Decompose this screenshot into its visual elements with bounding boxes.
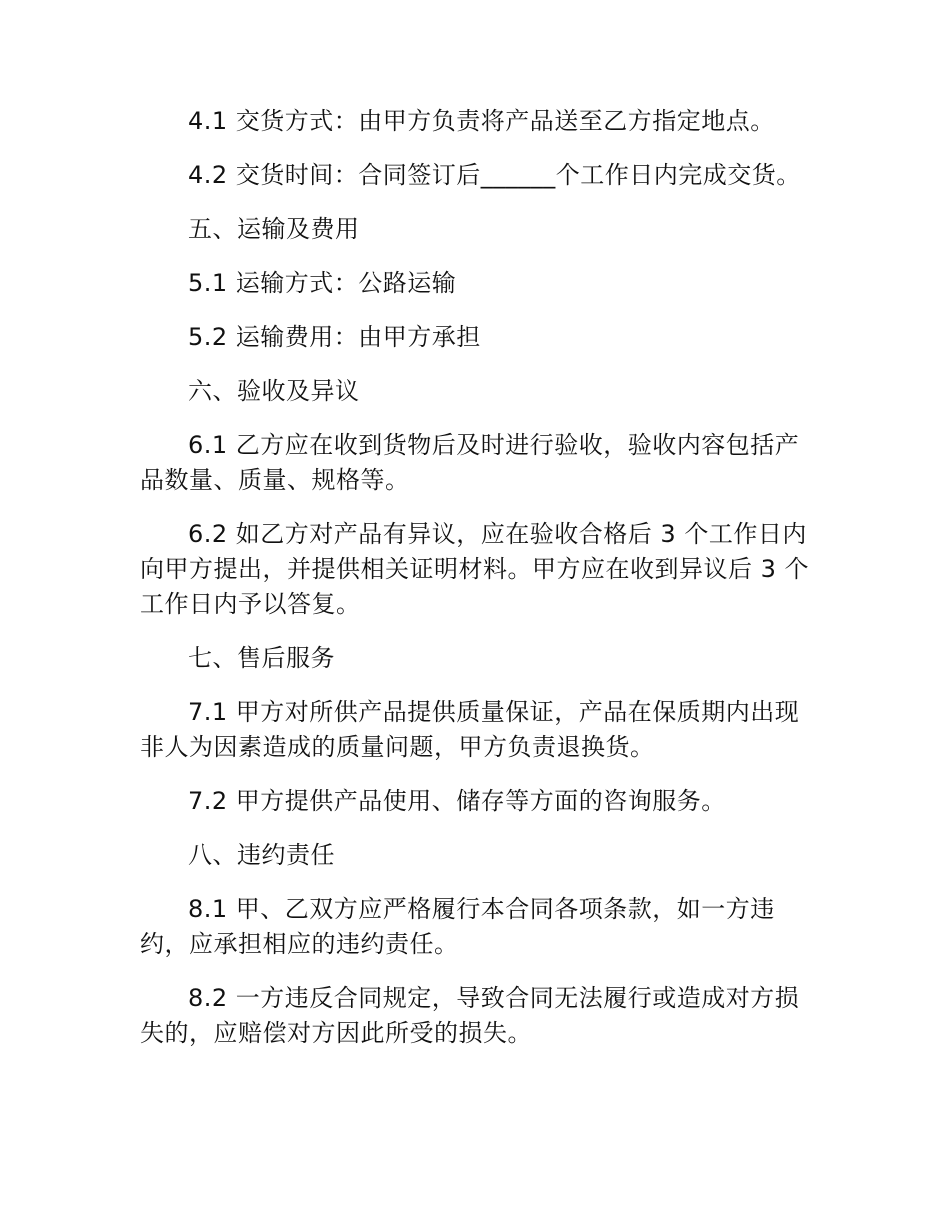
section-heading-7: 七、售后服务 — [188, 644, 335, 672]
clause-5-2: 5.2 运输费用：由甲方承担 — [188, 323, 481, 351]
section-heading-5: 五、运输及费用 — [188, 215, 360, 243]
clause-7-1: 7.1 甲方对所供产品提供质量保证，产品在保质期内出现非人为因素造成的质量问题，甲方负责退换货。 — [140, 698, 800, 761]
clause-6-2: 6.2 如乙方对产品有异议，应在验收合格后 3 个工作日内向甲方提出，并提供相关证明材料。甲方应在收到异议后 3 个工作日内予以答复。 — [140, 520, 810, 618]
clause-6-1: 6.1 乙方应在收到货物后及时进行验收，验收内容包括产品数量、质量、规格等。 — [140, 431, 800, 494]
document-page — [140, 104, 820, 1070]
clause-8-2: 8.2 一方违反合同规定，导致合同无法履行或造成对方损失的，应赔偿对方因此所受的损失。 — [140, 984, 800, 1047]
clause-7-2: 7.2 甲方提供产品使用、储存等方面的咨询服务。 — [188, 787, 726, 815]
section-heading-6: 六、验收及异议 — [188, 377, 360, 405]
clause-5-1: 5.1 运输方式：公路运输 — [188, 269, 457, 297]
section-heading-8: 八、违约责任 — [188, 841, 335, 869]
clause-8-1: 8.1 甲、乙双方应严格履行本合同各项条款，如一方违约，应承担相应的违约责任。 — [140, 895, 775, 958]
clause-4-2: 4.2 交货时间：合同签订后______个工作日内完成交货。 — [188, 161, 801, 189]
clause-4-1: 4.1 交货方式：由甲方负责将产品送至乙方指定地点。 — [188, 107, 775, 135]
